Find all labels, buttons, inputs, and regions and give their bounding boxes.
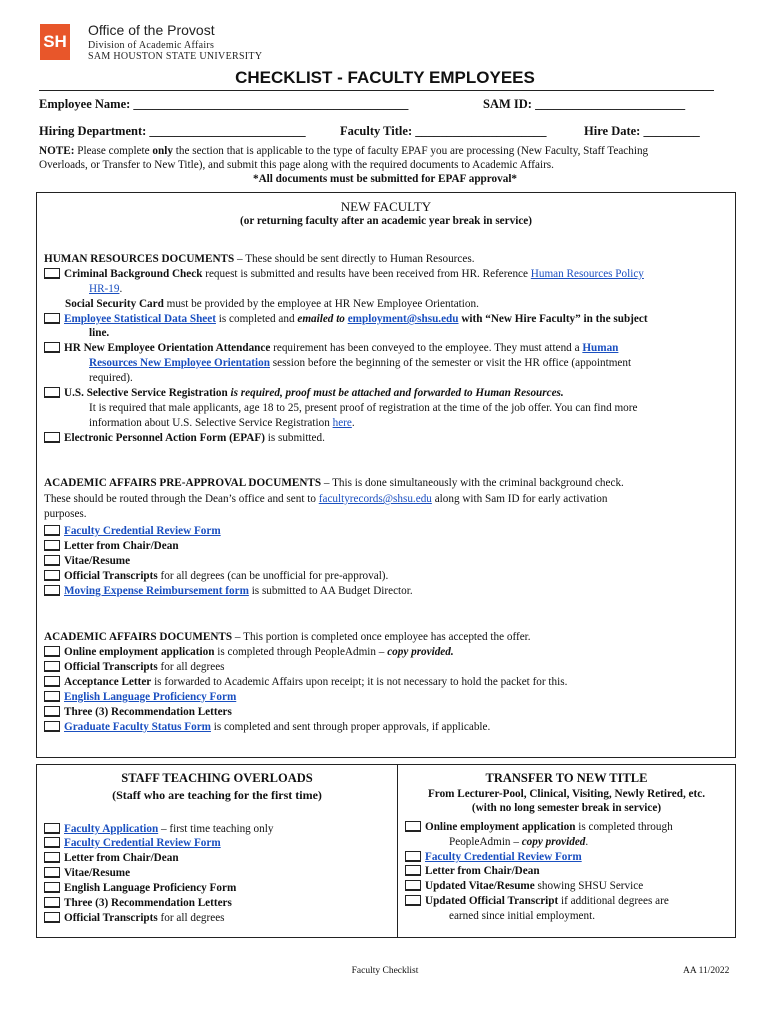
staff-credential-link[interactable]: Faculty Credential Review Form xyxy=(64,837,221,849)
aa-transcripts-checkbox[interactable] xyxy=(44,661,60,672)
staff-item-credential xyxy=(44,836,221,851)
esds-item-cont: line. xyxy=(89,327,110,339)
footer-title: Faculty Checklist xyxy=(351,966,419,976)
aa-item-transcripts: Official Transcripts for all degrees xyxy=(44,660,225,675)
selective-service-desc-1: It is required that male applicants, age 18 to 25, present proof of registration at the time of the job offer. You can find more xyxy=(89,402,638,414)
page-title: CHECKLIST - FACULTY EMPLOYEES xyxy=(235,68,535,87)
aa-item-graduate: Graduate Faculty Status Form is completed and sent through proper approvals, if applicable. xyxy=(44,720,490,735)
aa-english-checkbox[interactable] xyxy=(44,691,60,702)
university-name: SAM HOUSTON STATE UNIVERSITY xyxy=(88,51,263,62)
staff-heading: STAFF TEACHING OVERLOADS xyxy=(121,771,313,785)
orientation-item-cont: Resources New Employee Orientation session before the beginning of the semester or visit the HR office (appointment xyxy=(89,357,632,369)
sam-id-field[interactable]: SAM ID: ________________________ xyxy=(483,97,686,111)
new-faculty-heading: NEW FACULTY xyxy=(340,199,432,214)
transfer-sub-2: (with no long semester break in service) xyxy=(471,802,662,814)
pre-approval-heading: ACADEMIC AFFAIRS PRE-APPROVAL DOCUMENTS – This is done simultaneously with the criminal background check. xyxy=(44,477,624,489)
aa-documents-heading: ACADEMIC AFFAIRS DOCUMENTS – This portion is completed once employee has accepted the offer. xyxy=(44,631,531,643)
hiring-department-field[interactable]: Hiring Department: _________________________ xyxy=(39,124,306,138)
pre-item-transcripts: Official Transcripts for all degrees (can be unofficial for pre-approval). xyxy=(44,569,388,584)
title-rule xyxy=(39,90,714,91)
pre-item-credential xyxy=(44,524,221,539)
staff-english-checkbox[interactable] xyxy=(44,882,60,893)
orientation-item-cont2: required). xyxy=(89,372,133,384)
staff-item-english: English Language Proficiency Form xyxy=(44,881,236,896)
credential-review-link[interactable]: Faculty Credential Review Form xyxy=(64,525,221,537)
division-name: Division of Academic Affairs xyxy=(88,40,215,51)
pre-vitae-checkbox[interactable] xyxy=(44,555,60,566)
pre-item-vitae: Vitae/Resume xyxy=(44,554,130,569)
new-faculty-subheading: (or returning faculty after an academic year break in service) xyxy=(240,215,532,227)
staff-vitae-checkbox[interactable] xyxy=(44,867,60,878)
transfer-item-transcript-cont: earned since initial employment. xyxy=(449,910,596,922)
aa-item-acceptance: Acceptance Letter is forwarded to Academic Affairs upon receipt; it is not necessary to hold the packet for this. xyxy=(44,675,567,690)
faculty-application-link[interactable]: Faculty Application xyxy=(64,823,159,835)
pre-moving-checkbox[interactable] xyxy=(44,585,60,596)
moving-expense-link[interactable]: Moving Expense Reimbursement form xyxy=(64,585,249,597)
orientation-item: HR New Employee Orientation Attendance requirement has been conveyed to the employee. They must attend a Human xyxy=(44,341,618,356)
pre-credential-checkbox[interactable] xyxy=(44,525,60,536)
epaf-item: Electronic Personnel Action Form (EPAF) is submitted. xyxy=(44,431,325,446)
selective-service-link[interactable]: here xyxy=(332,417,352,429)
note-line-2: Overloads, or Transfer to New Title), and submit this page along with the required documents to Academic Affairs. xyxy=(39,159,554,171)
orientation-link[interactable]: Human xyxy=(582,342,619,354)
social-security-item: Social Security Card must be provided by the employee at HR New Employee Orientation. xyxy=(65,298,479,310)
staff-item-recommendation: Three (3) Recommendation Letters xyxy=(44,896,232,911)
aa-item-english xyxy=(44,690,236,705)
transfer-credential-link[interactable]: Faculty Credential Review Form xyxy=(425,851,582,863)
pre-item-letter: Letter from Chair/Dean xyxy=(44,539,179,554)
aa-graduate-checkbox[interactable] xyxy=(44,721,60,732)
staff-letter-checkbox[interactable] xyxy=(44,852,60,863)
hire-date-field[interactable]: Hire Date: _________ xyxy=(584,124,700,138)
orientation-checkbox[interactable] xyxy=(44,342,60,353)
english-proficiency-link[interactable]: English Language Proficiency Form xyxy=(64,691,237,703)
office-name: Office of the Provost xyxy=(88,22,215,38)
aa-acceptance-checkbox[interactable] xyxy=(44,676,60,687)
criminal-background-checkbox[interactable] xyxy=(44,268,60,279)
orientation-link-cont[interactable]: Resources New Employee Orientation xyxy=(89,357,270,369)
transfer-item-letter: Letter from Chair/Dean xyxy=(405,864,540,879)
aa-application-checkbox[interactable] xyxy=(44,646,60,657)
pre-letter-checkbox[interactable] xyxy=(44,540,60,551)
transfer-letter-checkbox[interactable] xyxy=(405,865,421,876)
esds-link[interactable]: Employee Statistical Data Sheet xyxy=(64,313,216,325)
footer-version: AA 11/2022 xyxy=(683,966,730,976)
transfer-heading: TRANSFER TO NEW TITLE xyxy=(485,771,648,785)
employment-email-link[interactable]: employment@shsu.edu xyxy=(347,313,459,325)
staff-subheading: (Staff who are teaching for the first time) xyxy=(112,788,322,802)
hr-documents-heading: HUMAN RESOURCES DOCUMENTS – These should be sent directly to Human Resources. xyxy=(44,253,475,265)
note-line-3: *All documents must be submitted for EPAF approval* xyxy=(252,173,518,185)
staff-credential-checkbox[interactable] xyxy=(44,837,60,848)
pre-item-moving: Moving Expense Reimbursement form is submitted to AA Budget Director. xyxy=(44,584,413,599)
transfer-item-transcript: Updated Official Transcript if additional degrees are xyxy=(405,894,669,909)
staff-recommendation-checkbox[interactable] xyxy=(44,897,60,908)
transfer-sub-1: From Lecturer-Pool, Clinical, Visiting, Newly Retired, etc. xyxy=(427,788,706,800)
staff-item-letter: Letter from Chair/Dean xyxy=(44,851,179,866)
note-line-1: NOTE: Please complete only the section that is applicable to the type of faculty EPAF you are processing (New Faculty, Staff Teaching xyxy=(39,145,649,157)
university-logo: SH xyxy=(40,24,70,60)
facultyrecords-email-link[interactable]: facultyrecords@shsu.edu xyxy=(318,493,432,505)
transfer-vitae-checkbox[interactable] xyxy=(405,880,421,891)
criminal-background-item: Criminal Background Check request is submitted and results have been received from HR. Reference Human Resources Policy xyxy=(44,267,644,282)
staff-item-application: Faculty Application – first time teaching only xyxy=(44,822,273,837)
epaf-checkbox[interactable] xyxy=(44,432,60,443)
transfer-item-application-cont: PeopleAdmin – copy provided. xyxy=(449,836,589,848)
employee-name-field[interactable]: Employee Name: ____________________________________________ xyxy=(39,97,409,111)
transfer-item-vitae: Updated Vitae/Resume showing SHSU Service xyxy=(405,879,643,894)
pre-approval-desc-cont: purposes. xyxy=(44,508,87,520)
aa-item-recommendation: Three (3) Recommendation Letters xyxy=(44,705,232,720)
selective-service-desc-2: information about U.S. Selective Service Registration here. xyxy=(89,417,355,429)
transfer-credential-checkbox[interactable] xyxy=(405,851,421,862)
aa-item-application: Online employment application is completed through PeopleAdmin – copy provided. xyxy=(44,645,454,660)
staff-item-transcripts: Official Transcripts for all degrees xyxy=(44,911,225,926)
aa-recommendation-checkbox[interactable] xyxy=(44,706,60,717)
transfer-application-checkbox[interactable] xyxy=(405,821,421,832)
esds-item: Employee Statistical Data Sheet is completed and emailed to employment@shsu.edu with “New Hire Faculty” in the subject xyxy=(44,312,648,327)
graduate-status-link[interactable]: Graduate Faculty Status Form xyxy=(64,721,211,733)
hr-policy-link[interactable]: Human Resources Policy xyxy=(530,268,644,280)
pre-transcripts-checkbox[interactable] xyxy=(44,570,60,581)
transfer-transcript-checkbox[interactable] xyxy=(405,895,421,906)
staff-item-vitae: Vitae/Resume xyxy=(44,866,130,881)
selective-service-checkbox[interactable] xyxy=(44,387,60,398)
transfer-item-application: Online employment application is completed through xyxy=(405,820,673,835)
transfer-item-credential xyxy=(405,850,582,865)
hr-policy-link-cont[interactable]: HR-19. xyxy=(89,283,123,295)
pre-approval-desc: These should be routed through the Dean’s office and sent to facultyrecords@shsu.edu along with Sam ID for early activation xyxy=(44,493,608,505)
esds-checkbox[interactable] xyxy=(44,313,60,324)
selective-service-item: U.S. Selective Service Registration is required, proof must be attached and forwarded to Human Resources. xyxy=(44,386,564,401)
faculty-title-field[interactable]: Faculty Title: _____________________ xyxy=(340,124,547,138)
staff-transcripts-checkbox[interactable] xyxy=(44,912,60,923)
staff-application-checkbox[interactable] xyxy=(44,823,60,834)
